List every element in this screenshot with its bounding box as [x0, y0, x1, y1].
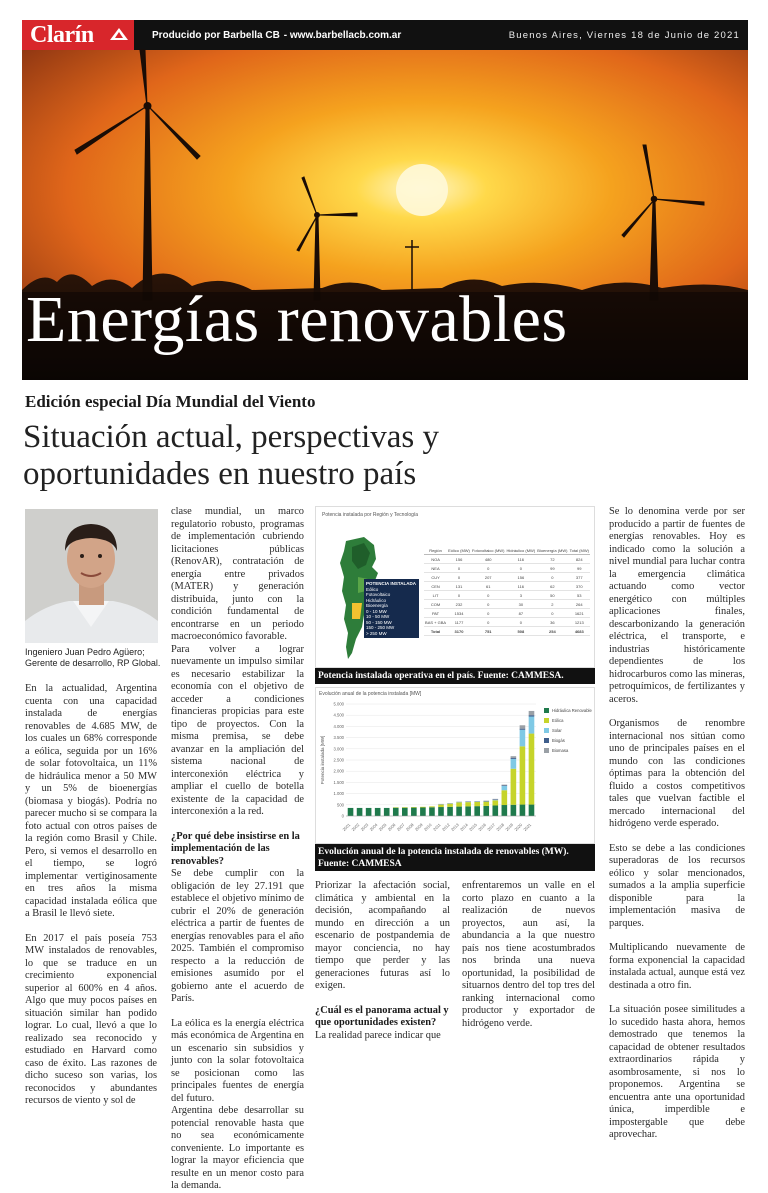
fig1-table-cell: CEN: [424, 582, 447, 591]
fig1-table-header: Región: [424, 547, 447, 555]
fig1-table-header: Hidráulico (MW): [505, 547, 536, 555]
masthead: [22, 20, 748, 50]
chart-legend-label: Hidráulica Renovable: [552, 708, 592, 713]
chart-xtick-label: 2005: [378, 822, 388, 832]
chart-bar-segment: [483, 802, 489, 806]
fig2-caption: Evolución anual de la potencia instalada de renovables (MW). Fuente: CAMMESA: [315, 844, 595, 871]
chart-legend-swatch: [544, 738, 549, 743]
fig1-table-row: [424, 564, 590, 573]
chart-legend-swatch: [544, 748, 549, 753]
chart-xtick-label: 2018: [495, 822, 505, 832]
fig1-table-cell: 1621: [569, 609, 590, 618]
chart-xtick-label: 2020: [513, 822, 523, 832]
fig1-table-cell: 99: [569, 564, 590, 573]
chart-ytick-label: 5.000: [334, 702, 345, 707]
fig1-table-row: [424, 627, 590, 636]
logo-text: Clarín: [30, 22, 94, 49]
chart-bar-segment: [529, 717, 535, 734]
col5-paragraph-4: Multiplicando nuevamente de forma exponencial la capacidad instalada actual, aunque está vez destinada a otro fin.: [609, 942, 745, 992]
chart-bar-segment: [502, 785, 508, 786]
chart-ytick-label: 2.000: [334, 769, 345, 774]
chart-bar-segment: [520, 730, 526, 747]
chart-bar-segment: [447, 804, 453, 807]
fig1-table-cell: 508: [505, 627, 536, 636]
portrait-caption-line1: Ingeniero Juan Pedro Agüero;: [25, 647, 165, 658]
fig1-capacity-table: [424, 547, 590, 636]
fig1-table-cell: BAS + GBA: [424, 618, 447, 627]
portrait-caption: [25, 647, 165, 668]
fig1-caption: Potencia instalada operativa en el país. Fuente: CAMMESA.: [315, 668, 595, 684]
fig1-table-cell: 116: [505, 555, 536, 564]
fig1-table-row: [424, 600, 590, 609]
chart-bar-segment: [502, 805, 508, 816]
chart-xtick-label: 2002: [350, 822, 360, 832]
figure-annual-capacity-chart: [315, 687, 595, 844]
chart-bar-segment: [384, 808, 390, 816]
chart-ytick-label: 2.500: [334, 758, 345, 763]
person-photo: [25, 509, 158, 643]
fig1-table-cell: NOA: [424, 555, 447, 564]
fig1-table-cell: 0: [447, 573, 471, 582]
chart-bar-segment: [420, 807, 426, 808]
fig1-size-item: 0 - 10 MW: [366, 609, 417, 615]
chart-xtick-label: 2001: [341, 822, 351, 832]
chart-xtick-label: 2015: [468, 822, 478, 832]
fig1-table-cell: 0: [471, 609, 506, 618]
col3-paragraph-2: La realidad parece indicar que: [315, 1030, 450, 1043]
chart-ytick-label: 500: [337, 802, 345, 807]
chart-ytick-label: 3.000: [334, 746, 345, 751]
chart-xtick-label: 2007: [396, 822, 406, 832]
fig1-table-row: [424, 582, 590, 591]
fig1-table-cell: 0: [471, 564, 506, 573]
chart-bar-segment: [438, 807, 444, 816]
chart-xtick-label: 2006: [387, 822, 397, 832]
col2-paragraph-4: La eólica es la energía eléctrica más económica de Argentina en un escenario sin subsidios y junto con la solar fotovoltaica se posicionan como las principales fuentes de energía del futuro.: [171, 1018, 304, 1106]
chart-bar-segment: [447, 807, 453, 816]
chart-bar-segment: [511, 805, 517, 816]
fig1-table-cell: 131: [447, 582, 471, 591]
col2-paragraph-3: Se debe cumplir con la obligación de ley 27.191 que establece el objetivo mínimo de cubrir el 20% de generación eléctrica a partir de fuentes de energías renovables para el año 2025. También el compromiso respecto a la reducción de emisiones asumido por el gobierno ante el acuerdo de París.: [171, 868, 304, 1006]
chart-ytick-label: 4.500: [334, 713, 345, 718]
dateline: Buenos Aires, Viernes 18 de Junio de 2021: [509, 30, 740, 41]
chart-xtick-label: 2009: [414, 822, 424, 832]
col5-paragraph-5: La situación posee similitudes a lo sucedido hasta ahora, hemos demostrado que tenemos la capacidad de obtener resultados extraordinarios rápida y asombrosamente, si nos lo proponemos. Argentina se encuentra ante una oportunidad única, imperdible e impostergable que debe aprovechar.: [609, 1004, 745, 1142]
clarin-logo: [22, 20, 134, 50]
fig1-table-row: [424, 618, 590, 627]
chart-bar-segment: [502, 790, 508, 805]
fig1-table-cell: 61: [471, 582, 506, 591]
fig1-legend-title: POTENCIA INSTALADA: [366, 581, 417, 587]
col2-paragraph-5: Argentina debe desarrollar su potencial renovable hasta que no sea económicamente conveniente. Lo importante es lograr la mayor eficiencia que resulte en un menor costo para la demanda.: [171, 1105, 304, 1193]
chart-bar-segment: [511, 758, 517, 759]
chart-xtick-label: 2003: [359, 822, 369, 832]
fig1-table-cell: 254: [536, 627, 568, 636]
fig1-legend: [364, 579, 419, 638]
fig1-table-cell: 2: [536, 600, 568, 609]
fig1-table-cell: 0: [471, 600, 506, 609]
fig1-table-cell: 1213: [569, 618, 590, 627]
fig1-table-row: [424, 591, 590, 600]
fig1-size-item: 10 - 50 MW: [366, 614, 417, 620]
fig1-table-cell: 0: [471, 618, 506, 627]
chart-bar-segment: [529, 805, 535, 816]
chart-bar-segment: [529, 711, 535, 715]
fig1-legend-item: Fotovoltaico: [366, 592, 417, 598]
chart-bar-segment: [483, 806, 489, 816]
fig1-table-cell: 99: [536, 564, 568, 573]
col3-question-1: ¿Cuál es el panorama actual y que oportunidades existen?: [315, 1005, 450, 1030]
portrait-photo: [25, 509, 158, 643]
chart-bar-segment: [456, 807, 462, 816]
chart-bar-segment: [474, 806, 480, 816]
fig1-table-cell: 30: [505, 600, 536, 609]
chart-bar-segment: [529, 734, 535, 805]
fig1-table-cell: 377: [569, 573, 590, 582]
chart-bar-segment: [520, 729, 526, 730]
fig1-table-row: [424, 555, 590, 564]
chart-bar-segment: [393, 808, 399, 816]
chart-bar-segment: [402, 808, 408, 816]
fig1-table-cell: Total: [424, 627, 447, 636]
chart-legend-swatch: [544, 708, 549, 713]
annual-capacity-bar-chart: [316, 688, 594, 843]
fig1-title: Potencia instalada por Región y Tecnología: [322, 512, 418, 518]
fig1-table-cell: 751: [471, 627, 506, 636]
fig1-legend-item: Hidráulico: [366, 598, 417, 604]
chart-xtick-label: 2012: [441, 822, 451, 832]
chart-ytick-label: 1.000: [334, 791, 345, 796]
fig1-table-cell: 50: [536, 591, 568, 600]
chart-bar-segment: [492, 799, 498, 800]
fig1-table-cell: PAT: [424, 609, 447, 618]
chart-bar-segment: [456, 802, 462, 806]
chart-bar-segment: [411, 807, 417, 808]
chart-bar-segment: [357, 808, 363, 816]
figure-installed-capacity-map: [315, 506, 595, 668]
fig1-table-row: [424, 573, 590, 582]
chart-bar-segment: [520, 746, 526, 804]
kicker: Edición especial Día Mundial del Viento: [25, 392, 315, 412]
logo-mark-icon: [108, 26, 130, 42]
fig1-size-item: > 250 MW: [366, 631, 417, 637]
chart-xtick-label: 2010: [423, 822, 433, 832]
hero-image: [22, 50, 748, 380]
fig1-table-cell: NEA: [424, 564, 447, 573]
chart-bar-segment: [502, 786, 508, 790]
chart-xtick-label: 2013: [450, 822, 460, 832]
chart-bar-segment: [465, 802, 471, 806]
fig1-table-cell: 0: [447, 564, 471, 573]
chart-legend-swatch: [544, 718, 549, 723]
fig1-table-cell: 1534: [447, 609, 471, 618]
chart-xtick-label: 2021: [522, 822, 532, 832]
fig1-table-cell: 0: [471, 591, 506, 600]
col5-paragraph-1: Se lo denomina verde por ser producido a partir de fuentes de energías renovables. Hoy es indicado como la solución a nivel mundial para luchar contra la emergencia climática actuando como vector energético con múltiples aplicaciones finales, descarbonizando la generación eléctrica, el transporte, e industrias históricamente dependientes de los hidrocarburos como las mineras, petroquímicos, de fertilizantes y aceros.: [609, 506, 745, 706]
column-1: [25, 683, 157, 1108]
fig1-table-cell: 72: [536, 555, 568, 564]
chart-bar-segment: [492, 800, 498, 805]
chart-title: Evolución anual de la potencia instalada [MW]: [319, 691, 422, 697]
chart-bar-segment: [511, 756, 517, 758]
chart-bar-segment: [402, 807, 408, 808]
fig1-table-cell: 3: [505, 591, 536, 600]
chart-bar-segment: [348, 808, 354, 816]
chart-bar-segment: [429, 806, 435, 807]
chart-bar-segment: [520, 805, 526, 816]
fig1-table-cell: 53: [569, 591, 590, 600]
chart-bar-segment: [420, 807, 426, 816]
col5-paragraph-3: Esto se debe a las condiciones superadoras de los recursos eólico y solar mencionados, sumados a la amplia superficie disponible para la implementación masiva de parques.: [609, 843, 745, 931]
chart-xtick-label: 2004: [369, 822, 379, 832]
fig1-table-cell: 62: [536, 582, 568, 591]
fig1-table-cell: 0: [505, 564, 536, 573]
chart-bar-segment: [375, 808, 381, 816]
fig1-table-header: Eólico (MW): [447, 547, 471, 555]
producer-credit: Producido por Barbella CB: [152, 30, 280, 41]
fig1-table-header-row: [424, 547, 590, 555]
chart-bar-segment: [520, 725, 526, 728]
fig1-table-cell: 264: [569, 600, 590, 609]
col4-paragraph-1: enfrentaremos un valle en el corto plazo en cuanto a la realización de nuevos proyectos, aun así, la abundancia a la que nuestro país nos tiene acostumbrados nos brinda una nueva oportunidad, la posibilidad de situarnos dentro del top tres del ranking internacional como productor y exportador de hidrógeno verde.: [462, 880, 595, 1030]
chart-xtick-label: 2008: [405, 822, 415, 832]
fig1-table-header: Fotovoltaico (MW): [471, 547, 506, 555]
chart-bar-segment: [511, 769, 517, 805]
col2-question-1: ¿Por qué debe insistirse en la implementación de las renovables?: [171, 831, 304, 869]
col1-paragraph-1: En la actualidad, Argentina cuenta con una capacidad instalada de energías renovables de 4.685 MW, de los cuales un 68% corresponde a eólica, seguida por un 16% de solar fotovoltaica, un 11% de hidráulica menor a 50 MW y un 5% de bioenergías (biomasa y biogás). Podría no parecer mucho si se compara la foto actual con otros países de la región como Brasil y Chile. Pero, si vemos el desarrollo en el tiempo, se logró implementar vertiginosamente en tres años la misma capacidad instalada eólica que a Brasil le llevó siete.: [25, 683, 157, 921]
fig1-table-cell: 3170: [447, 627, 471, 636]
chart-ytick-label: 1.500: [334, 780, 345, 785]
fig1-table-cell: 207: [471, 573, 506, 582]
chart-legend-label: Eólica: [552, 718, 564, 723]
fig1-table-cell: COM: [424, 600, 447, 609]
fig1-legend-item: Eólico: [366, 587, 417, 593]
chart-bar-segment: [474, 802, 480, 806]
chart-legend-label: Solar: [552, 728, 562, 733]
chart-bar-segment: [438, 805, 444, 807]
fig1-size-item: 150 - 250 MW: [366, 625, 417, 631]
fig1-table-header: Total (MW): [569, 547, 590, 555]
chart-ytick-label: 4.000: [334, 724, 345, 729]
chart-ytick-label: 0: [342, 814, 345, 819]
fig1-table-cell: 824: [569, 555, 590, 564]
chart-xtick-label: 2017: [486, 822, 496, 832]
fig1-table-cell: 116: [505, 582, 536, 591]
producer-url[interactable]: - www.barbellacb.com.ar: [284, 30, 401, 41]
fig1-table-cell: LIT: [424, 591, 447, 600]
fig1-table-header: Bioenergía (MW): [536, 547, 568, 555]
fig1-table-cell: 0: [536, 609, 568, 618]
fig1-legend-item: Bioenergía: [366, 603, 417, 609]
col3-paragraph-1: Priorizar la afectación social, climática y ambiental en la decisión, acompañando al mundo en dirección a un escenario de postpandemia de mayor conciencia, no hay tiempo que perder y las generaciones futuras así lo exigen.: [315, 880, 450, 993]
column-5: [609, 506, 745, 1142]
chart-bar-segment: [511, 759, 517, 769]
fig1-table-cell: 0: [536, 573, 568, 582]
fig1-table-cell: 0: [505, 618, 536, 627]
chart-ytick-label: 3.500: [334, 735, 345, 740]
chart-ylabel: Potencia instalada [MW]: [320, 736, 325, 785]
fig1-table-cell: 0: [447, 591, 471, 600]
fig1-table-cell: 36: [536, 618, 568, 627]
chart-xtick-label: 2014: [459, 822, 469, 832]
fig1-size-item: 50 - 150 MW: [366, 620, 417, 626]
column-2: [171, 506, 304, 1193]
fig1-table-row: [424, 609, 590, 618]
chart-bar-segment: [411, 808, 417, 816]
col2-paragraph-1: clase mundial, un marco regulatorio robusto, programas de implementación cubriendo licitaciones públicas (RenovAR), contratación de energía entre privados (MATER) y generación distribuida, junto con la condición fundamental de encontrarse en un periodo macroeconómico favorable.: [171, 506, 304, 644]
column-3: [315, 880, 450, 1042]
col1-paragraph-2: En 2017 el país poseía 753 MW instalados de renovables, lo que se traduce en un crecimiento exponencial superior al 600% en 4 años. Algo que muy pocos países en situación similar han podido lograr. Lo cual, llevó a que lo realizado sea reconocido y estudiado en Harvard como caso de éxito. Las razones de dicho suceso son varias, los reconocidos y abundantes recursos de viento y sol de: [25, 933, 157, 1108]
col5-paragraph-2: Organismos de renombre internacional nos sitúan como uno de principales países en el mundo con las condiciones óptimas para la obtención del fluido a costos competitivos tales que vuelvan factible el mercado internacional del hidrógeno verde esperado.: [609, 718, 745, 831]
chart-bar-segment: [366, 808, 372, 816]
chart-xtick-label: 2016: [477, 822, 487, 832]
chart-bar-segment: [529, 715, 535, 716]
fig1-table-cell: 480: [471, 555, 506, 564]
chart-bar-segment: [492, 805, 498, 816]
col2-paragraph-2: Para volver a lograr nuevamente un impulso similar es necesario estabilizar la economía con el objetivo de acceder a condiciones financieras propicias para este tipo de proyectos. Con la misma premisa, se debe avanzar en la ampliación del sistema nacional de interconexión eléctrica y ampliar el cuello de botella existente de la capacidad de interconexión a la red.: [171, 644, 304, 819]
fig1-table-cell: 87: [505, 609, 536, 618]
chart-legend-label: Biogás: [552, 738, 565, 743]
fig1-table-cell: 156: [447, 555, 471, 564]
fig1-table-cell: 232: [447, 600, 471, 609]
hero-title: Energías renovables: [26, 282, 568, 358]
column-4: [462, 880, 595, 1030]
headline: Situación actual, perspectivas y oportunidades en nuestro país: [23, 419, 623, 493]
fig1-table-cell: CUY: [424, 573, 447, 582]
chart-bar-segment: [502, 785, 508, 786]
fig1-table-cell: 1177: [447, 618, 471, 627]
chart-bar-segment: [429, 807, 435, 816]
fig1-table-cell: 370: [569, 582, 590, 591]
fig1-table-cell: 4683: [569, 627, 590, 636]
portrait-caption-line2: Gerente de desarrollo, RP Global.: [25, 658, 165, 669]
fig1-table-cell: 156: [505, 573, 536, 582]
chart-legend-label: Biomasa: [552, 748, 569, 753]
chart-bar-segment: [465, 806, 471, 816]
chart-xtick-label: 2019: [504, 822, 514, 832]
chart-xtick-label: 2011: [432, 822, 442, 832]
chart-legend-swatch: [544, 728, 549, 733]
